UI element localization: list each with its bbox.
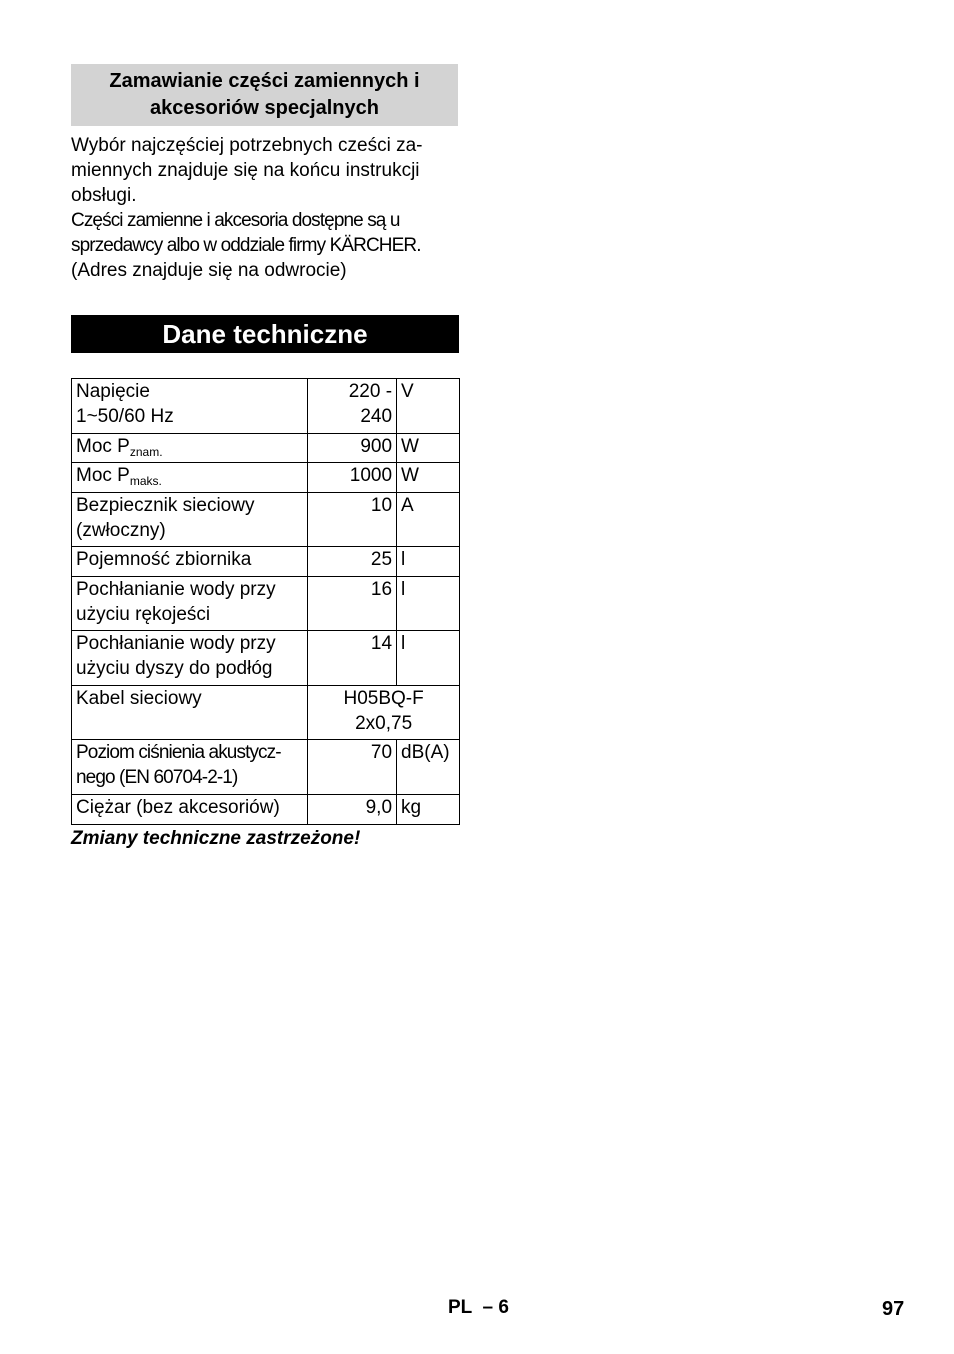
row-value: 14 [308,631,397,686]
row-value: H05BQ-F 2x0,75 [308,686,460,740]
spare-parts-paragraph [71,133,461,283]
table-row [72,493,460,547]
paragraph-line: (Adres znajduje się na odwrocie) [71,260,347,281]
row-unit: A [397,493,460,547]
table-row [72,631,460,686]
row-value: 25 [308,547,397,577]
table-row [72,686,460,740]
page-number: 97 [882,1298,905,1320]
tech-data-table [71,378,460,825]
row-unit: l [397,547,460,577]
row-value: 16 [308,577,397,631]
table-row [72,463,460,493]
paragraph-line: Części zamienne i akcesoria dostępne są u [71,210,400,231]
row-value: 900 [308,434,397,463]
row-value: 10 [308,493,397,547]
row-value: 70 [308,740,397,795]
row-unit: kg [397,795,460,825]
row-unit: dB(A) [397,740,460,795]
row-label: Pochłanianie wody przy użyciu dyszy do podłóg [72,631,308,686]
table-row [72,740,460,795]
row-unit: V [397,379,460,434]
table-row [72,577,460,631]
section-heading-line: akcesoriów specjalnych [149,97,379,119]
table-row [72,547,460,577]
row-label: Poziom ciśnienia akustycz- nego (EN 60704-2-1) [72,740,308,795]
language-page-code: PL – 6 [448,1297,509,1318]
row-value: 220 - 240 [308,379,397,434]
row-unit: W [397,434,460,463]
tech-data-heading: Dane techniczne [71,315,459,353]
row-label: Napięcie 1~50/60 Hz [72,379,308,434]
row-label: Bezpiecznik sieciowy (zwłoczny) [72,493,308,547]
technical-changes-note: Zmiany techniczne zastrzeżone! [71,828,361,849]
row-label: Moc $P_{znam.}$ [72,434,308,463]
row-label: Moc $P_{maks.}$ [72,463,308,493]
row-unit: W [397,463,460,493]
row-label: Pochłanianie wody przy użyciu rękojeści [72,577,308,631]
table-row [72,795,460,825]
row-label: Kabel sieciowy [72,686,308,740]
section-heading [71,64,458,126]
paragraph-line: Wybór najczęściej potrzebnych cześci za- [71,135,423,156]
paragraph-line: obsługi. [71,185,137,206]
row-unit: l [397,577,460,631]
table-row [72,434,460,463]
row-label: Ciężar (bez akcesoriów) [72,795,308,825]
row-label: Pojemność zbiornika [72,547,308,577]
paragraph-line: sprzedawcy albo w oddziale firmy KÄRCHER. [71,235,421,256]
paragraph-line: miennych znajduje się na końcu instrukcji [71,160,420,181]
row-value: 1000 [308,463,397,493]
table-row [72,379,460,434]
row-value: 9,0 [308,795,397,825]
row-unit: l [397,631,460,686]
section-heading-line: Zamawianie części zamiennych i [109,70,420,92]
